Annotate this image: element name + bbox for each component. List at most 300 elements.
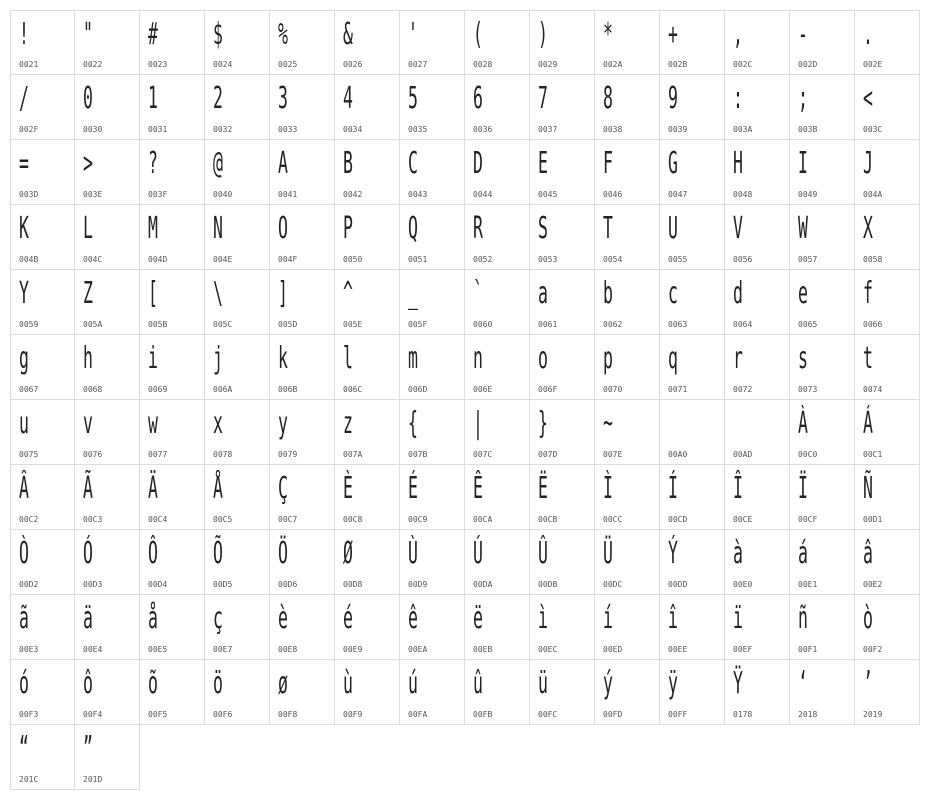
glyph-cell <box>595 530 660 595</box>
glyph-character: Ø <box>343 536 353 571</box>
glyph-character: å <box>148 601 158 636</box>
glyph-codepoint: 0030 <box>83 125 103 134</box>
glyph-codepoint: 002C <box>733 60 753 69</box>
glyph-codepoint: 0071 <box>668 385 688 394</box>
glyph-codepoint: 0054 <box>603 255 623 264</box>
glyph-cell <box>595 465 660 530</box>
glyph-cell <box>335 140 400 205</box>
glyph-character: Ï <box>798 471 808 506</box>
glyph-cell <box>10 75 75 140</box>
glyph-codepoint: 00CA <box>473 515 493 524</box>
glyph-character: ( <box>473 17 483 52</box>
glyph-cell <box>10 400 75 465</box>
glyph-codepoint: 005A <box>83 320 103 329</box>
glyph-cell <box>140 400 205 465</box>
glyph-cell <box>335 270 400 335</box>
glyph-codepoint: 00D9 <box>408 580 428 589</box>
glyph-character: [ <box>148 276 158 311</box>
glyph-codepoint: 0077 <box>148 450 168 459</box>
glyph-cell <box>725 465 790 530</box>
glyph-character: t <box>863 341 873 376</box>
glyph-codepoint: 0044 <box>473 190 493 199</box>
glyph-cell <box>595 660 660 725</box>
glyph-codepoint: 00EA <box>408 645 428 654</box>
glyph-character: ù <box>343 666 353 701</box>
glyph-character: z <box>343 406 353 441</box>
glyph-character: p <box>603 341 613 376</box>
glyph-cell <box>75 140 140 205</box>
glyph-cell <box>270 335 335 400</box>
glyph-character: r <box>733 341 743 376</box>
glyph-character: Ü <box>603 536 613 571</box>
glyph-cell <box>790 75 855 140</box>
glyph-codepoint: 0052 <box>473 255 493 264</box>
glyph-cell <box>75 595 140 660</box>
glyph-character: O <box>278 211 288 246</box>
glyph-cell <box>725 75 790 140</box>
glyph-codepoint: 00DC <box>603 580 623 589</box>
glyph-codepoint: 00F1 <box>798 645 818 654</box>
glyph-cell <box>465 660 530 725</box>
glyph-codepoint: 007D <box>538 450 558 459</box>
glyph-character: R <box>473 211 483 246</box>
glyph-cell <box>465 400 530 465</box>
glyph-codepoint: 005B <box>148 320 168 329</box>
glyph-character: P <box>343 211 353 246</box>
glyph-codepoint: 00E9 <box>343 645 363 654</box>
glyph-codepoint: 0024 <box>213 60 233 69</box>
glyph-cell <box>855 75 920 140</box>
glyph-character: E <box>538 146 548 181</box>
glyph-cell <box>335 335 400 400</box>
glyph-codepoint: 00A0 <box>668 450 688 459</box>
glyph-character: W <box>798 211 808 246</box>
glyph-character: 4 <box>343 81 353 116</box>
glyph-character: k <box>278 341 288 376</box>
glyph-codepoint: 00AD <box>733 450 753 459</box>
glyph-codepoint: 007E <box>603 450 623 459</box>
glyph-character: { <box>408 406 418 441</box>
glyph-codepoint: 0031 <box>148 125 168 134</box>
glyph-cell <box>855 270 920 335</box>
glyph-character: . <box>863 17 873 52</box>
glyph-character: ç <box>213 601 223 636</box>
glyph-codepoint: 201C <box>19 775 39 784</box>
glyph-codepoint: 004A <box>863 190 883 199</box>
glyph-codepoint: 0050 <box>343 255 363 264</box>
glyph-cell <box>400 140 465 205</box>
glyph-cell <box>270 530 335 595</box>
glyph-cell <box>400 595 465 660</box>
glyph-grid <box>10 10 920 790</box>
glyph-character: 9 <box>668 81 678 116</box>
glyph-codepoint: 0059 <box>19 320 39 329</box>
glyph-character: Â <box>19 471 29 506</box>
glyph-cell <box>10 270 75 335</box>
glyph-character: l <box>343 341 353 376</box>
glyph-character: ” <box>83 731 93 766</box>
glyph-codepoint: 00DD <box>668 580 688 589</box>
glyph-character: ó <box>19 666 29 701</box>
glyph-character: ] <box>278 276 288 311</box>
glyph-codepoint: 0047 <box>668 190 688 199</box>
glyph-cell <box>660 465 725 530</box>
glyph-codepoint: 00C0 <box>798 450 818 459</box>
glyph-character: u <box>19 406 29 441</box>
glyph-cell <box>530 400 595 465</box>
glyph-cell <box>10 595 75 660</box>
glyph-codepoint: 007B <box>408 450 428 459</box>
glyph-cell <box>595 270 660 335</box>
glyph-cell <box>855 335 920 400</box>
glyph-codepoint: 002D <box>798 60 818 69</box>
glyph-character: q <box>668 341 678 376</box>
glyph-cell <box>790 595 855 660</box>
glyph-codepoint: 00CF <box>798 515 818 524</box>
glyph-codepoint: 0075 <box>19 450 39 459</box>
glyph-codepoint: 0026 <box>343 60 363 69</box>
glyph-character: ~ <box>603 406 613 441</box>
glyph-character: Ô <box>148 536 158 571</box>
glyph-cell <box>270 595 335 660</box>
glyph-codepoint: 0036 <box>473 125 493 134</box>
glyph-cell <box>530 10 595 75</box>
glyph-character: , <box>733 17 743 52</box>
glyph-character: â <box>863 536 873 571</box>
glyph-character: j <box>213 341 223 376</box>
glyph-cell <box>595 75 660 140</box>
glyph-codepoint: 007C <box>473 450 493 459</box>
glyph-codepoint: 0065 <box>798 320 818 329</box>
glyph-cell <box>205 530 270 595</box>
glyph-character: á <box>798 536 808 571</box>
glyph-codepoint: 0041 <box>278 190 298 199</box>
glyph-character: h <box>83 341 93 376</box>
glyph-character: V <box>733 211 743 246</box>
glyph-cell <box>530 595 595 660</box>
glyph-cell <box>140 75 205 140</box>
glyph-codepoint: 00F6 <box>213 710 233 719</box>
glyph-codepoint: 0046 <box>603 190 623 199</box>
glyph-character: + <box>668 17 678 52</box>
glyph-character: # <box>148 17 158 52</box>
glyph-codepoint: 00D1 <box>863 515 883 524</box>
glyph-character: ä <box>83 601 93 636</box>
glyph-character: & <box>343 17 353 52</box>
glyph-codepoint: 0067 <box>19 385 39 394</box>
glyph-character: x <box>213 406 223 441</box>
glyph-codepoint: 0027 <box>408 60 428 69</box>
glyph-cell <box>530 75 595 140</box>
glyph-codepoint: 0076 <box>83 450 103 459</box>
glyph-character: L <box>83 211 93 246</box>
glyph-cell <box>270 465 335 530</box>
glyph-character: ? <box>148 146 158 181</box>
glyph-cell <box>205 10 270 75</box>
glyph-codepoint: 00F8 <box>278 710 298 719</box>
glyph-cell <box>465 595 530 660</box>
glyph-character: Ú <box>473 536 483 571</box>
glyph-character: Y <box>19 276 29 311</box>
glyph-codepoint: 00F9 <box>343 710 363 719</box>
glyph-cell <box>10 205 75 270</box>
glyph-character: 5 <box>408 81 418 116</box>
glyph-cell <box>855 465 920 530</box>
glyph-character: Å <box>213 471 223 506</box>
glyph-cell <box>270 270 335 335</box>
glyph-codepoint: 00F3 <box>19 710 39 719</box>
glyph-cell <box>140 530 205 595</box>
glyph-character: í <box>603 601 613 636</box>
glyph-cell <box>530 335 595 400</box>
glyph-codepoint: 0178 <box>733 710 753 719</box>
glyph-codepoint: 0043 <box>408 190 428 199</box>
glyph-cell <box>400 205 465 270</box>
glyph-character: ÿ <box>668 666 678 701</box>
glyph-character: Ö <box>278 536 288 571</box>
glyph-character: w <box>148 406 158 441</box>
glyph-codepoint: 0055 <box>668 255 688 264</box>
glyph-codepoint: 00E1 <box>798 580 818 589</box>
glyph-character: @ <box>213 146 223 181</box>
glyph-character: ã <box>19 601 29 636</box>
glyph-cell <box>270 205 335 270</box>
glyph-character: b <box>603 276 613 311</box>
glyph-cell <box>465 465 530 530</box>
glyph-cell <box>790 530 855 595</box>
glyph-cell <box>855 400 920 465</box>
glyph-cell <box>660 75 725 140</box>
glyph-codepoint: 00CD <box>668 515 688 524</box>
glyph-codepoint: 00DA <box>473 580 493 589</box>
glyph-codepoint: 004D <box>148 255 168 264</box>
glyph-codepoint: 0033 <box>278 125 298 134</box>
glyph-codepoint: 00EE <box>668 645 688 654</box>
glyph-character: f <box>863 276 873 311</box>
glyph-character: Ê <box>473 471 483 506</box>
glyph-character: Î <box>733 471 743 506</box>
glyph-character: G <box>668 146 678 181</box>
glyph-codepoint: 006D <box>408 385 428 394</box>
glyph-character: ‘ <box>798 666 808 701</box>
glyph-codepoint: 0063 <box>668 320 688 329</box>
glyph-codepoint: 006A <box>213 385 233 394</box>
glyph-character: X <box>863 211 873 246</box>
glyph-character: N <box>213 211 223 246</box>
glyph-codepoint: 00FD <box>603 710 623 719</box>
glyph-codepoint: 00D8 <box>343 580 363 589</box>
glyph-codepoint: 003B <box>798 125 818 134</box>
glyph-codepoint: 00C2 <box>19 515 39 524</box>
glyph-character: < <box>863 81 873 116</box>
glyph-cell <box>270 75 335 140</box>
glyph-codepoint: 004E <box>213 255 233 264</box>
glyph-character: m <box>408 341 418 376</box>
glyph-codepoint: 00E3 <box>19 645 39 654</box>
glyph-cell <box>660 595 725 660</box>
glyph-codepoint: 00CB <box>538 515 558 524</box>
glyph-codepoint: 007A <box>343 450 363 459</box>
glyph-codepoint: 0079 <box>278 450 298 459</box>
glyph-character: ú <box>408 666 418 701</box>
glyph-character: a <box>538 276 548 311</box>
glyph-cell <box>725 335 790 400</box>
glyph-cell <box>10 140 75 205</box>
glyph-codepoint: 0061 <box>538 320 558 329</box>
glyph-codepoint: 004F <box>278 255 298 264</box>
glyph-codepoint: 0062 <box>603 320 623 329</box>
glyph-character: K <box>19 211 29 246</box>
glyph-codepoint: 00D5 <box>213 580 233 589</box>
glyph-cell <box>270 10 335 75</box>
glyph-cell <box>75 10 140 75</box>
glyph-cell <box>465 75 530 140</box>
glyph-cell <box>790 660 855 725</box>
glyph-cell <box>10 530 75 595</box>
glyph-codepoint: 005F <box>408 320 428 329</box>
glyph-codepoint: 0064 <box>733 320 753 329</box>
glyph-codepoint: 0058 <box>863 255 883 264</box>
glyph-codepoint: 00F5 <box>148 710 168 719</box>
glyph-codepoint: 005D <box>278 320 298 329</box>
glyph-cell <box>140 10 205 75</box>
glyph-codepoint: 0028 <box>473 60 493 69</box>
glyph-codepoint: 0053 <box>538 255 558 264</box>
glyph-character: A <box>278 146 288 181</box>
glyph-cell <box>660 530 725 595</box>
glyph-codepoint: 004B <box>19 255 39 264</box>
glyph-codepoint: 0035 <box>408 125 428 134</box>
glyph-cell <box>595 335 660 400</box>
glyph-cell <box>400 75 465 140</box>
glyph-codepoint: 00C9 <box>408 515 428 524</box>
glyph-character: ï <box>733 601 743 636</box>
glyph-codepoint: 0039 <box>668 125 688 134</box>
glyph-character: ) <box>538 17 548 52</box>
glyph-cell <box>855 140 920 205</box>
glyph-character: U <box>668 211 678 246</box>
glyph-codepoint: 003F <box>148 190 168 199</box>
glyph-cell <box>400 660 465 725</box>
glyph-cell <box>400 270 465 335</box>
glyph-character: M <box>148 211 158 246</box>
glyph-character: \ <box>213 276 223 311</box>
glyph-cell <box>205 595 270 660</box>
glyph-character: ! <box>19 17 29 52</box>
glyph-codepoint: 00EF <box>733 645 753 654</box>
glyph-character: 1 <box>148 81 158 116</box>
glyph-character: ì <box>538 601 548 636</box>
glyph-codepoint: 2018 <box>798 710 818 719</box>
glyph-character: ê <box>408 601 418 636</box>
glyph-character: i <box>148 341 158 376</box>
glyph-codepoint: 00FF <box>668 710 688 719</box>
glyph-codepoint: 0040 <box>213 190 233 199</box>
glyph-cell <box>75 660 140 725</box>
glyph-codepoint: 004C <box>83 255 103 264</box>
glyph-cell <box>335 465 400 530</box>
glyph-cell <box>660 205 725 270</box>
glyph-cell <box>10 465 75 530</box>
glyph-cell <box>335 205 400 270</box>
glyph-character: e <box>798 276 808 311</box>
glyph-codepoint: 00C4 <box>148 515 168 524</box>
glyph-character: ø <box>278 666 288 701</box>
glyph-cell <box>660 270 725 335</box>
glyph-character: ü <box>538 666 548 701</box>
glyph-codepoint: 006F <box>538 385 558 394</box>
glyph-character: Ç <box>278 471 288 506</box>
glyph-character: ô <box>83 666 93 701</box>
glyph-codepoint: 005C <box>213 320 233 329</box>
glyph-codepoint: 003D <box>19 190 39 199</box>
glyph-cell <box>725 660 790 725</box>
glyph-codepoint: 00D3 <box>83 580 103 589</box>
glyph-codepoint: 002B <box>668 60 688 69</box>
glyph-character: | <box>473 406 483 441</box>
glyph-cell <box>140 205 205 270</box>
glyph-cell <box>595 205 660 270</box>
glyph-character: ý <box>603 666 613 701</box>
glyph-codepoint: 00EC <box>538 645 558 654</box>
glyph-codepoint: 00D4 <box>148 580 168 589</box>
glyph-cell <box>205 270 270 335</box>
glyph-cell <box>790 270 855 335</box>
glyph-codepoint: 0034 <box>343 125 363 134</box>
glyph-codepoint: 0029 <box>538 60 558 69</box>
glyph-character: C <box>408 146 418 181</box>
glyph-character: Q <box>408 211 418 246</box>
glyph-cell <box>400 335 465 400</box>
glyph-codepoint: 0057 <box>798 255 818 264</box>
glyph-character: Ä <box>148 471 158 506</box>
glyph-character: È <box>343 471 353 506</box>
glyph-cell <box>205 400 270 465</box>
glyph-codepoint: 00C5 <box>213 515 233 524</box>
glyph-cell <box>205 335 270 400</box>
glyph-codepoint: 00FA <box>408 710 428 719</box>
glyph-character: õ <box>148 666 158 701</box>
glyph-codepoint: 002F <box>19 125 39 134</box>
glyph-codepoint: 00E5 <box>148 645 168 654</box>
glyph-cell <box>270 660 335 725</box>
glyph-codepoint: 201D <box>83 775 103 784</box>
glyph-codepoint: 002A <box>603 60 623 69</box>
glyph-character: Ò <box>19 536 29 571</box>
glyph-codepoint: 00E0 <box>733 580 753 589</box>
glyph-cell <box>595 140 660 205</box>
glyph-cell <box>855 530 920 595</box>
glyph-character: 6 <box>473 81 483 116</box>
glyph-codepoint: 00E8 <box>278 645 298 654</box>
glyph-codepoint: 0025 <box>278 60 298 69</box>
glyph-character: Ñ <box>863 471 873 506</box>
glyph-cell <box>595 400 660 465</box>
glyph-cell <box>790 400 855 465</box>
glyph-character: D <box>473 146 483 181</box>
glyph-cell <box>530 270 595 335</box>
glyph-codepoint: 0049 <box>798 190 818 199</box>
glyph-codepoint: 0045 <box>538 190 558 199</box>
glyph-codepoint: 0056 <box>733 255 753 264</box>
glyph-codepoint: 0078 <box>213 450 233 459</box>
glyph-cell <box>140 270 205 335</box>
glyph-character: Ó <box>83 536 93 571</box>
glyph-character: o <box>538 341 548 376</box>
glyph-cell <box>335 660 400 725</box>
glyph-character: s <box>798 341 808 376</box>
glyph-cell <box>75 465 140 530</box>
